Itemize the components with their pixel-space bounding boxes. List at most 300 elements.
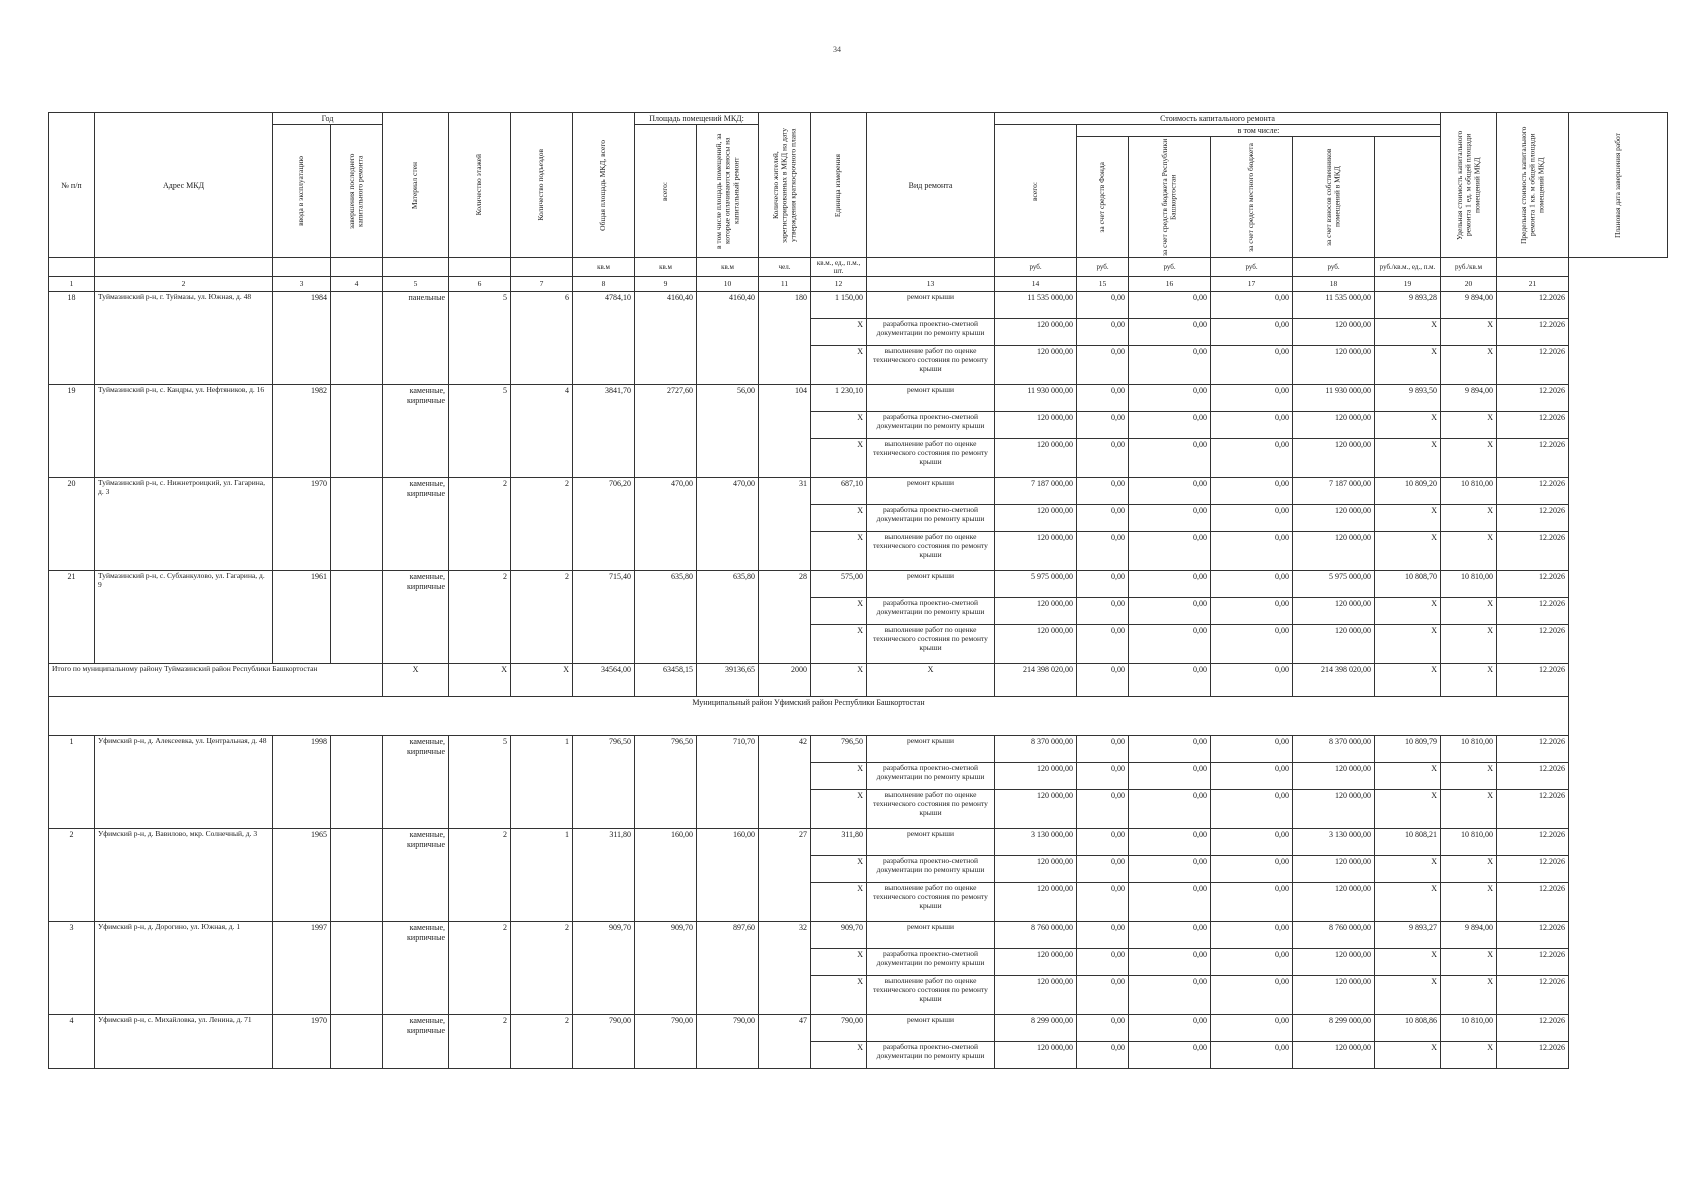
year-built: 1970 (273, 1015, 331, 1069)
cost-owners: 8 760 000,00 (1293, 922, 1375, 949)
max-cost: 9 894,00 (1441, 922, 1497, 949)
cost-owners: 120 000,00 (1293, 625, 1375, 664)
unit-16: руб. (1129, 258, 1211, 277)
cost-fund: 0,00 (1077, 922, 1129, 949)
unit-cost: X (1375, 598, 1441, 625)
cost-rb-budget: 0,00 (1129, 598, 1211, 625)
deadline-date: 12.2026 (1497, 346, 1569, 385)
deadline-date: 12.2026 (1497, 976, 1569, 1015)
cost-fund: 0,00 (1077, 439, 1129, 478)
body-ufa (49, 736, 1668, 1069)
cost-total: 120 000,00 (995, 790, 1077, 829)
column-index: 8 (573, 277, 635, 292)
unit-cost: X (1375, 625, 1441, 664)
work-type: выполнение работ по оценке технического состояния по ремонту крыши (867, 883, 995, 922)
hdr-year-group: Год (273, 113, 383, 125)
year-repair (331, 478, 383, 571)
cost-local-budget: 0,00 (1211, 346, 1293, 385)
cost-rb-budget: 0,00 (1129, 829, 1211, 856)
cost-total: 120 000,00 (995, 346, 1077, 385)
work-quantity: X (811, 532, 867, 571)
hdr-owners: за счет взносов собственников помещений в МКД (1293, 137, 1375, 258)
hdr-local-budget: за счет средств местного бюджета (1211, 137, 1293, 258)
year-repair (331, 1015, 383, 1069)
deadline-date: 12.2026 (1497, 829, 1569, 856)
area-sub: 897,60 (697, 922, 759, 1015)
cost-local-budget: 0,00 (1211, 790, 1293, 829)
cost-local-budget: 0,00 (1211, 949, 1293, 976)
work-quantity: 575,00 (811, 571, 867, 598)
row-number: 2 (49, 829, 95, 922)
unit-cost: X (1375, 346, 1441, 385)
max-cost: X (1441, 625, 1497, 664)
cost-rb-budget: 0,00 (1129, 736, 1211, 763)
body-tuymazy (49, 292, 1668, 664)
unit-10: кв.м (697, 258, 759, 277)
unit-9: кв.м (635, 258, 697, 277)
max-cost: X (1441, 412, 1497, 439)
max-cost: X (1441, 949, 1497, 976)
work-quantity: 790,00 (811, 1015, 867, 1042)
cost-owners: 120 000,00 (1293, 763, 1375, 790)
cost-owners: 8 299 000,00 (1293, 1015, 1375, 1042)
table-row (49, 829, 1668, 856)
cost-rb-budget: 0,00 (1129, 976, 1211, 1015)
cost-total: 120 000,00 (995, 412, 1077, 439)
deadline-date: 12.2026 (1497, 922, 1569, 949)
cost-rb-budget: 0,00 (1129, 763, 1211, 790)
deadline-date: 12.2026 (1497, 856, 1569, 883)
row-number: 19 (49, 385, 95, 478)
floors-count: 5 (449, 385, 511, 478)
column-index: 14 (995, 277, 1077, 292)
cost-fund: 0,00 (1077, 856, 1129, 883)
max-cost: X (1441, 505, 1497, 532)
hdr-area-total: Общая площадь МКД, всего (573, 113, 635, 258)
max-cost: X (1441, 1042, 1497, 1069)
year-built: 1984 (273, 292, 331, 385)
page-number: 34 (833, 45, 841, 54)
deadline-date: 12.2026 (1497, 790, 1569, 829)
cost-rb-budget: 0,00 (1129, 1015, 1211, 1042)
cost-fund: 0,00 (1077, 763, 1129, 790)
unit-cost: 9 893,28 (1375, 292, 1441, 319)
row-number: 20 (49, 478, 95, 571)
section-title: Муниципальный район Уфимский район Республики Башкортостан (49, 697, 1569, 736)
cost-total: 120 000,00 (995, 439, 1077, 478)
table-row (49, 1015, 1668, 1042)
work-quantity: 1 230,10 (811, 385, 867, 412)
entrances-count: 4 (511, 385, 573, 478)
cost-owners: 120 000,00 (1293, 949, 1375, 976)
area-all: 796,50 (635, 736, 697, 829)
cost-rb-budget: 0,00 (1129, 571, 1211, 598)
cost-rb-budget: 0,00 (1129, 856, 1211, 883)
cost-total: 120 000,00 (995, 883, 1077, 922)
cost-local-budget: 0,00 (1211, 598, 1293, 625)
max-cost: X (1441, 763, 1497, 790)
work-quantity: 909,70 (811, 922, 867, 949)
entrances-count: 2 (511, 1015, 573, 1069)
column-index: 6 (449, 277, 511, 292)
cost-total: 120 000,00 (995, 949, 1077, 976)
cost-total: 5 975 000,00 (995, 571, 1077, 598)
row-number: 21 (49, 571, 95, 664)
deadline-date: 12.2026 (1497, 736, 1569, 763)
section-header-row (49, 697, 1668, 736)
unit-cost: 10 808,70 (1375, 571, 1441, 598)
cost-owners: 7 187 000,00 (1293, 478, 1375, 505)
year-built: 1997 (273, 922, 331, 1015)
table-row (49, 922, 1668, 949)
area-total: 4784,10 (573, 292, 635, 385)
table-row (49, 292, 1668, 319)
work-quantity: X (811, 883, 867, 922)
table-row (49, 385, 1668, 412)
max-cost: 10 810,00 (1441, 829, 1497, 856)
table-row (49, 736, 1668, 763)
area-total: 715,40 (573, 571, 635, 664)
work-quantity: X (811, 346, 867, 385)
residents-count: 31 (759, 478, 811, 571)
residents-count: 180 (759, 292, 811, 385)
cost-fund: 0,00 (1077, 505, 1129, 532)
house-address: Туймазинский р-н, с. Субханкулово, ул. Гагарина, д. 9 (95, 571, 273, 664)
cost-fund: 0,00 (1077, 976, 1129, 1015)
total-x: X (811, 664, 867, 697)
unit-cost: X (1375, 532, 1441, 571)
unit-cost: X (1375, 976, 1441, 1015)
cost-rb-budget: 0,00 (1129, 922, 1211, 949)
house-address: Туймазинский р-н, с. Нижнетроицкий, ул. Гагарина, д. 3 (95, 478, 273, 571)
unit-11: чел. (759, 258, 811, 277)
hdr-entrances: Количество подъездов (511, 113, 573, 258)
cost-total: 120 000,00 (995, 319, 1077, 346)
max-cost: X (1441, 439, 1497, 478)
wall-material: каменные, кирпичные (383, 922, 449, 1015)
row-number: 4 (49, 1015, 95, 1069)
cost-total: 8 760 000,00 (995, 922, 1077, 949)
unit-cost: 10 809,79 (1375, 736, 1441, 763)
unit-cost: X (1375, 763, 1441, 790)
year-built: 1982 (273, 385, 331, 478)
work-type: выполнение работ по оценке технического состояния по ремонту крыши (867, 439, 995, 478)
work-quantity: X (811, 1042, 867, 1069)
max-cost: X (1441, 976, 1497, 1015)
year-repair (331, 292, 383, 385)
total-label: Итого по муниципальному району Туймазинский район Республики Башкортостан (49, 664, 383, 697)
hdr-cost-group: Стоимость капитального ремонта (995, 113, 1441, 125)
hdr-material: Материал стен (383, 113, 449, 258)
table-row (49, 478, 1668, 505)
hdr-incl: в том числе: (1077, 125, 1441, 137)
work-quantity: 796,50 (811, 736, 867, 763)
max-cost: X (1441, 346, 1497, 385)
max-cost: X (1441, 319, 1497, 346)
cost-fund: 0,00 (1077, 625, 1129, 664)
max-cost: 10 810,00 (1441, 736, 1497, 763)
cost-rb-budget: 0,00 (1129, 346, 1211, 385)
work-quantity: X (811, 505, 867, 532)
wall-material: каменные, кирпичные (383, 571, 449, 664)
cost-owners: 120 000,00 (1293, 439, 1375, 478)
column-index: 5 (383, 277, 449, 292)
year-built: 1965 (273, 829, 331, 922)
total-area-all: 63458,15 (635, 664, 697, 697)
cost-fund: 0,00 (1077, 829, 1129, 856)
house-address: Туймазинский р-н, г. Туймазы, ул. Южная, д. 48 (95, 292, 273, 385)
max-cost: X (1441, 856, 1497, 883)
max-cost: X (1441, 532, 1497, 571)
unit-12: кв.м., ед., п.м., шт. (811, 258, 867, 277)
unit-cost: 10 808,21 (1375, 829, 1441, 856)
column-index: 16 (1129, 277, 1211, 292)
column-index: 1 (49, 277, 95, 292)
column-index: 3 (273, 277, 331, 292)
area-sub: 710,70 (697, 736, 759, 829)
row-number: 1 (49, 736, 95, 829)
total-rb: 0,00 (1129, 664, 1211, 697)
cost-rb-budget: 0,00 (1129, 1042, 1211, 1069)
cost-rb-budget: 0,00 (1129, 883, 1211, 922)
total-area-sub: 39136,65 (697, 664, 759, 697)
unit-cost: X (1375, 883, 1441, 922)
work-type: ремонт крыши (867, 478, 995, 505)
work-quantity: X (811, 790, 867, 829)
hdr-floors: Количество этажей (449, 113, 511, 258)
total-x: X (511, 664, 573, 697)
work-type: разработка проектно-сметной документации по ремонту крыши (867, 763, 995, 790)
deadline-date: 12.2026 (1497, 532, 1569, 571)
unit-cost: 9 893,27 (1375, 922, 1441, 949)
total-x: X (449, 664, 511, 697)
area-all: 470,00 (635, 478, 697, 571)
year-repair (331, 922, 383, 1015)
hdr-rb-budget: за счет средств бюджета Республики Башкортостан (1129, 137, 1211, 258)
deadline-date: 12.2026 (1497, 412, 1569, 439)
cost-local-budget: 0,00 (1211, 532, 1293, 571)
deadline-date: 12.2026 (1497, 598, 1569, 625)
hdr-spacer (1375, 137, 1441, 258)
deadline-date: 12.2026 (1497, 319, 1569, 346)
house-address: Уфимский р-н, д. Вавилово, мкр. Солнечный, д. 3 (95, 829, 273, 922)
wall-material: каменные, кирпичные (383, 829, 449, 922)
entrances-count: 2 (511, 478, 573, 571)
unit-cost: X (1375, 412, 1441, 439)
column-index: 11 (759, 277, 811, 292)
work-quantity: X (811, 412, 867, 439)
cost-fund: 0,00 (1077, 532, 1129, 571)
residents-count: 104 (759, 385, 811, 478)
work-quantity: X (811, 439, 867, 478)
floors-count: 2 (449, 1015, 511, 1069)
hdr-year-built: ввода в эксплуатацию (273, 125, 331, 258)
cost-local-budget: 0,00 (1211, 292, 1293, 319)
floors-count: 2 (449, 478, 511, 571)
cost-owners: 3 130 000,00 (1293, 829, 1375, 856)
cost-rb-budget: 0,00 (1129, 532, 1211, 571)
cost-rb-budget: 0,00 (1129, 292, 1211, 319)
column-index: 15 (1077, 277, 1129, 292)
cost-total: 120 000,00 (995, 763, 1077, 790)
cost-fund: 0,00 (1077, 736, 1129, 763)
deadline-date: 12.2026 (1497, 1042, 1569, 1069)
wall-material: каменные, кирпичные (383, 478, 449, 571)
cost-fund: 0,00 (1077, 571, 1129, 598)
cost-total: 120 000,00 (995, 1042, 1077, 1069)
cost-fund: 0,00 (1077, 1015, 1129, 1042)
cost-rb-budget: 0,00 (1129, 439, 1211, 478)
house-address: Туймазинский р-н, с. Кандры, ул. Нефтяников, д. 16 (95, 385, 273, 478)
row-number: 3 (49, 922, 95, 1015)
unit-19: руб./кв.м., ед., п.м. (1375, 258, 1441, 277)
residents-count: 42 (759, 736, 811, 829)
total-x: X (867, 664, 995, 697)
hdr-address: Адрес МКД (95, 113, 273, 258)
deadline-date: 12.2026 (1497, 625, 1569, 664)
cost-owners: 120 000,00 (1293, 532, 1375, 571)
cost-rb-budget: 0,00 (1129, 505, 1211, 532)
unit-cost: 10 808,86 (1375, 1015, 1441, 1042)
deadline-date: 12.2026 (1497, 505, 1569, 532)
cost-fund: 0,00 (1077, 412, 1129, 439)
wall-material: каменные, кирпичные (383, 385, 449, 478)
cost-total: 11 930 000,00 (995, 385, 1077, 412)
hdr-residents: Количество жителей, зарегистрированных в МКД на дату утверждения краткосрочного плана (759, 113, 811, 258)
cost-local-budget: 0,00 (1211, 571, 1293, 598)
work-type: ремонт крыши (867, 292, 995, 319)
area-all: 4160,40 (635, 292, 697, 385)
hdr-unit: Единица измерения (811, 113, 867, 258)
row-number: 18 (49, 292, 95, 385)
cost-total: 8 370 000,00 (995, 736, 1077, 763)
work-type: выполнение работ по оценке технического состояния по ремонту крыши (867, 346, 995, 385)
work-type: ремонт крыши (867, 922, 995, 949)
work-type: разработка проектно-сметной документации по ремонту крыши (867, 1042, 995, 1069)
area-all: 2727,60 (635, 385, 697, 478)
cost-rb-budget: 0,00 (1129, 949, 1211, 976)
column-index: 10 (697, 277, 759, 292)
cost-fund: 0,00 (1077, 883, 1129, 922)
cost-local-budget: 0,00 (1211, 829, 1293, 856)
residents-count: 47 (759, 1015, 811, 1069)
work-type: разработка проектно-сметной документации по ремонту крыши (867, 598, 995, 625)
totals-section (49, 664, 1668, 736)
cost-owners: 120 000,00 (1293, 319, 1375, 346)
cost-local-budget: 0,00 (1211, 625, 1293, 664)
unit-cost: X (1375, 319, 1441, 346)
max-cost: X (1441, 598, 1497, 625)
cost-rb-budget: 0,00 (1129, 319, 1211, 346)
cost-fund: 0,00 (1077, 1042, 1129, 1069)
area-sub: 56,00 (697, 385, 759, 478)
year-built: 1998 (273, 736, 331, 829)
cost-local-budget: 0,00 (1211, 439, 1293, 478)
deadline-date: 12.2026 (1497, 439, 1569, 478)
header-row-1 (49, 113, 1668, 125)
cost-local-budget: 0,00 (1211, 505, 1293, 532)
cost-total: 8 299 000,00 (995, 1015, 1077, 1042)
cost-fund: 0,00 (1077, 949, 1129, 976)
wall-material: панельные (383, 292, 449, 385)
house-address: Уфимский р-н, д. Алексеевка, ул. Центральная, д. 48 (95, 736, 273, 829)
column-index: 20 (1441, 277, 1497, 292)
area-all: 909,70 (635, 922, 697, 1015)
unit-cost: 9 893,50 (1375, 385, 1441, 412)
max-cost: X (1441, 883, 1497, 922)
max-cost: 9 894,00 (1441, 385, 1497, 412)
total-residents: 2000 (759, 664, 811, 697)
cost-local-budget: 0,00 (1211, 319, 1293, 346)
total-owners: 214 398 020,00 (1293, 664, 1375, 697)
work-type: разработка проектно-сметной документации по ремонту крыши (867, 505, 995, 532)
unit-15: руб. (1077, 258, 1129, 277)
cost-fund: 0,00 (1077, 385, 1129, 412)
unit-17: руб. (1211, 258, 1293, 277)
cost-total: 120 000,00 (995, 532, 1077, 571)
cost-rb-budget: 0,00 (1129, 625, 1211, 664)
deadline-date: 12.2026 (1497, 385, 1569, 412)
work-quantity: 687,10 (811, 478, 867, 505)
cost-total: 7 187 000,00 (995, 478, 1077, 505)
hdr-n: № п/п (49, 113, 95, 258)
total-local: 0,00 (1211, 664, 1293, 697)
work-quantity: 311,80 (811, 829, 867, 856)
year-built: 1970 (273, 478, 331, 571)
unit-cost: X (1375, 790, 1441, 829)
work-quantity: X (811, 949, 867, 976)
total-x: X (383, 664, 449, 697)
area-total: 790,00 (573, 1015, 635, 1069)
column-index: 9 (635, 277, 697, 292)
cost-rb-budget: 0,00 (1129, 412, 1211, 439)
wall-material: каменные, кирпичные (383, 736, 449, 829)
column-index: 7 (511, 277, 573, 292)
column-index-row (49, 277, 1668, 292)
cost-total: 120 000,00 (995, 856, 1077, 883)
cost-fund: 0,00 (1077, 598, 1129, 625)
column-index: 21 (1497, 277, 1569, 292)
work-type: разработка проектно-сметной документации по ремонту крыши (867, 412, 995, 439)
cost-total: 11 535 000,00 (995, 292, 1077, 319)
total-x: X (1441, 664, 1497, 697)
hdr-deadline: Плановая дата завершения работ (1569, 113, 1668, 258)
work-quantity: X (811, 976, 867, 1015)
capital-repair-table (48, 112, 1668, 1069)
floors-count: 5 (449, 736, 511, 829)
work-type: ремонт крыши (867, 736, 995, 763)
entrances-count: 2 (511, 571, 573, 664)
year-repair (331, 385, 383, 478)
area-sub: 635,80 (697, 571, 759, 664)
deadline-date: 12.2026 (1497, 949, 1569, 976)
cost-local-budget: 0,00 (1211, 385, 1293, 412)
cost-fund: 0,00 (1077, 292, 1129, 319)
column-index: 18 (1293, 277, 1375, 292)
floors-count: 2 (449, 829, 511, 922)
cost-total: 120 000,00 (995, 976, 1077, 1015)
work-type: выполнение работ по оценке технического состояния по ремонту крыши (867, 625, 995, 664)
area-total: 311,80 (573, 829, 635, 922)
table-row (49, 571, 1668, 598)
floors-count: 2 (449, 571, 511, 664)
work-quantity: X (811, 856, 867, 883)
unit-8: кв.м (573, 258, 635, 277)
cost-owners: 11 930 000,00 (1293, 385, 1375, 412)
hdr-area-group: Площадь помещений МКД: (635, 113, 759, 125)
area-sub: 160,00 (697, 829, 759, 922)
year-repair (331, 736, 383, 829)
